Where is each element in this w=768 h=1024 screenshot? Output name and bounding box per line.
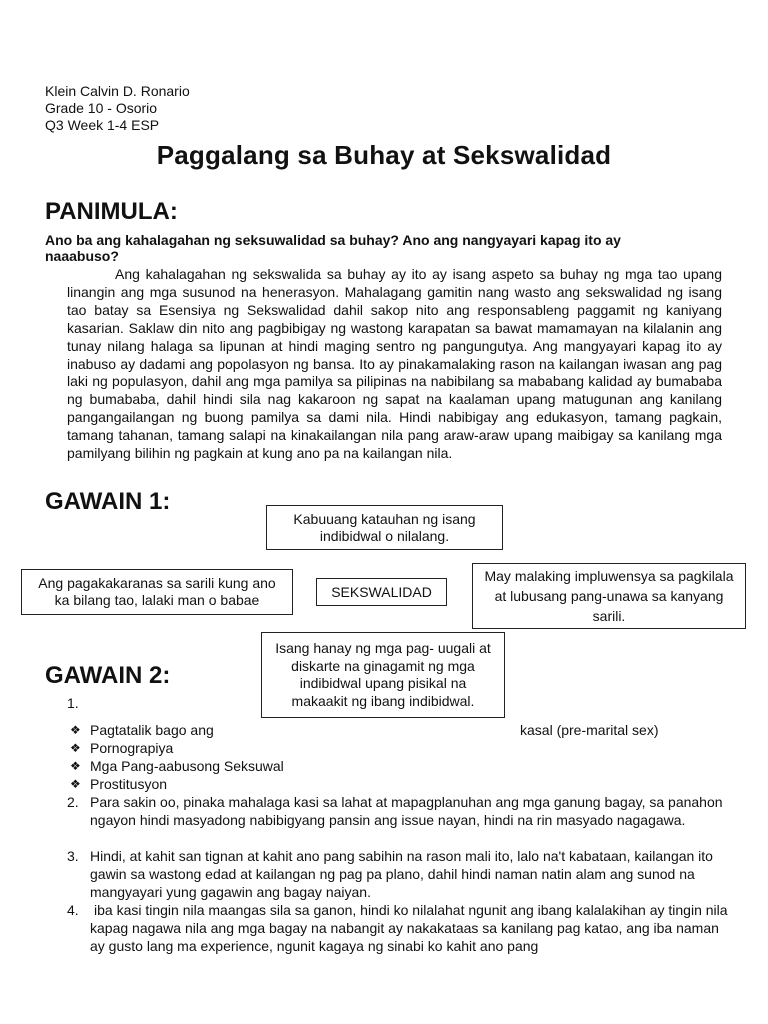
gawain1-heading: GAWAIN 1: [45,488,171,515]
bullet-icon: ❖ [70,723,81,737]
bullet-item: Mga Pang-aabusong Seksuwal [90,758,284,774]
bullet-item: Pornograpiya [90,740,174,756]
panimula-question: Ano ba ang kahalagahan ng seksuwalidad sa buhay? Ano ang nangyayari kapag ito ay naaabuso? [45,232,621,264]
concept-box-center: SEKSWALIDAD [316,578,447,606]
concept-box-left: Ang pagakakaranas sa sarili kung ano ka bilang tao, lalaki man o babae [21,569,293,615]
panimula-heading: PANIMULA: [45,198,178,225]
page-title: Paggalang sa Buhay at Sekswalidad [156,140,612,170]
concept-box-top: Kabuuang katauhan ng isang indibidwal o nilalang. [266,505,503,550]
concept-box-right: May malaking impluwensya sa pagkilala at lubusang pang-unawa sa kanyang sarili. [472,563,746,629]
panimula-paragraph: Ang kahalagahan ng sekswalida sa buhay ay ito ay isang aspeto sa buhay ng mga tao upang linangin ang mga susunod na henerasyon. Mahalagang gamitin nang wasto ang sekswalidad ng isang tao batay sa Esensiya ng Sekswalidad dahil sakop nito ang responsableng paggamit ng kaniyang kasarian. Saklaw din nito ang pagbibigay ng wastong karapatan sa bawat mamamayan na kilalanin ang tunay nilang halaga sa lipunan at hindi maging sentro ng pangungutya. Ang mangyayari kapag ito ay inabuso ay dadami ang popolasyon ng bansa. Ito ay pinakamalaking rason na kailangan iwasan ang pag laki ng populasyon, dahil ang mga pamilya sa pilipinas na nabibilang sa mababang kalidad ay bumababa ng bumababa, dahil hindi sila nag kakaroon ng sapat na kaalaman upang matugunan ang kanilang pangangailangan ng buong pamilya sa dami nila. Hindi nabibigay ang edukasyon, tamang pagkain, tamang tahanan, tamang salapi na kinakailangan nila pang araw-araw upang maibigay sa kanilang mga pamilyang bilihin ng pagkain at kung ano pa na kailangan nila. [67,266,722,462]
student-name: Klein Calvin D. Ronario [45,83,190,99]
list-number: 1. [67,695,79,711]
list-number: 4. [67,902,79,918]
list-item-text: Para sakin oo, pinaka mahalaga kasi sa lahat at mapagplanuhan ang mga ganung bagay, sa panahon ngayon hindi masyadong nabibigyang pansin ang issue nayan, hindi na rin masyado nagagawa. [90,794,723,828]
subject-week: Q3 Week 1-4 ESP [45,117,160,133]
bullet-item: Prostitusyon [90,776,168,792]
list-number: 3. [67,848,79,864]
list-item-text: Hindi, at kahit san tignan at kahit ano pang sabihin na rason mali ito, lalo na't kabataan, kailangan ito gawin sa wastong edad at kailangan ng pag pa plano, dahil hindi naman natin alam ang sunod na mangyayari yung gagawin ang bagay naiyan. [90,848,713,900]
bullet-icon: ❖ [70,777,81,791]
bullet-icon: ❖ [70,741,81,755]
list-item-text: iba kasi tingin nila maangas sila sa ganon, hindi ko nilalahat ngunit ang ibang kalalakihan ay tingin nila kapag nagawa nila ang mga bagay na nabangit ay nakakataas sa kanilang pag katao, ang iba naman ay gusto lang ma experience, ngunit kagaya ng sinabi ko kahit ano pang [90,902,728,954]
bullet-icon: ❖ [70,759,81,773]
grade-section: Grade 10 - Osorio [45,100,158,116]
gawain2-heading: GAWAIN 2: [45,662,171,689]
concept-box-bottom: Isang hanay ng mga pag- uugali at diskarte na ginagamit ng mga indibidwal upang pisikal na makaakit ng ibang indibidwal. [261,632,505,718]
list-number: 2. [67,794,79,810]
bullet-item-continuation: kasal (pre-marital sex) [520,722,659,738]
bullet-item: Pagtatalik bago ang [90,722,214,738]
